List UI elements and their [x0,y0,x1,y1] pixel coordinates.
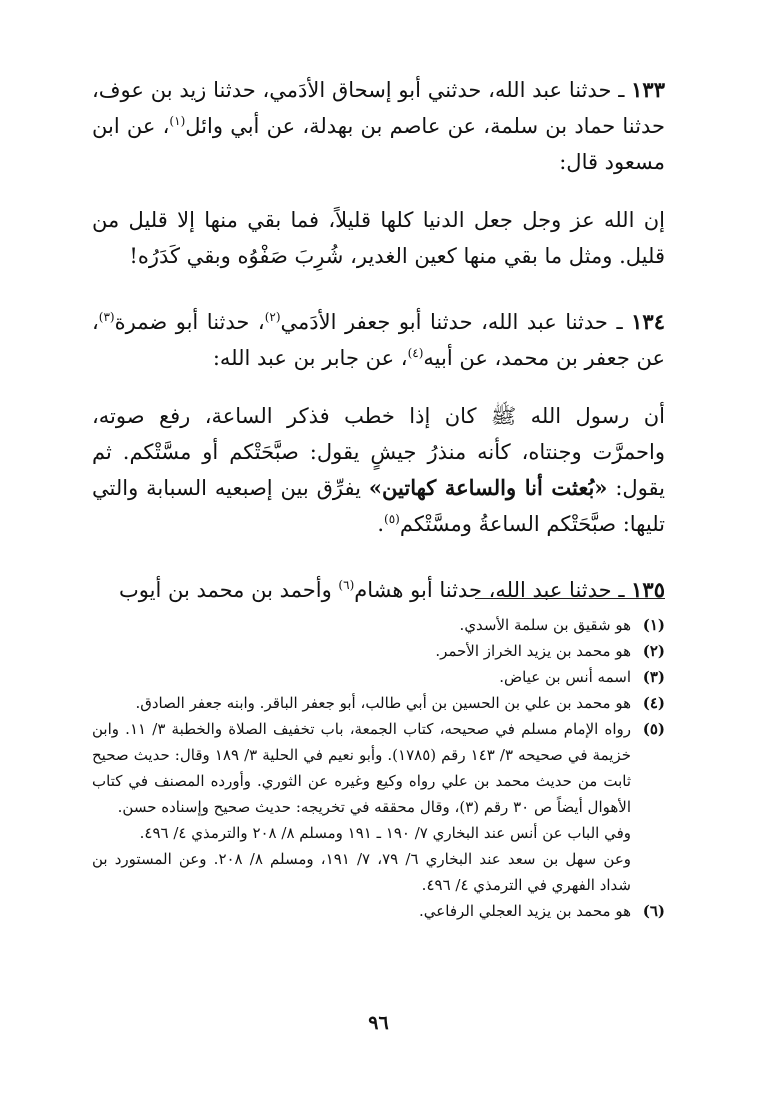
matn-text: أن رسول الله ﷺ كان إذا خطب فذكر الساعة، رفع صوته، واحمرَّت وجنتاه، كأنه منذرُ جيشٍ يقول: صبَّحَتْكم أو مسَّتْكم. ثم يقول: [92,404,666,500]
hadith-number: ١٣٤ [631,309,665,334]
isnad-text: وأحمد بن محمد بن أيوب [118,578,339,602]
footnote-mark: (٢) [642,642,665,660]
footnote-6 [92,898,665,924]
page-number: ٩٦ [368,1012,389,1034]
hadith-number: ١٣٥ [631,577,665,602]
hadith-135 [92,572,665,608]
footnote-text: اسمه أنس بن عياض. [499,668,631,686]
isnad-text: ، عن جعفر بن محمد، عن أبيه [92,310,665,370]
footnote-2 [92,638,665,664]
matn-text: . [377,512,385,536]
footnote-ref: (٥) [384,512,400,526]
footnote-text: هو شقيق بن سلمة الأسدي. [459,616,631,634]
matn-quote: «بُعثت أنا والساعة كهاتين» [368,475,608,500]
footnote-5-continued [92,846,665,898]
footnote-ref: (٤) [407,346,424,360]
footnote-mark: (٣) [642,668,665,686]
footnote-ref: (٦) [338,578,355,592]
footnote-text: هو محمد بن يزيد الخراز الأحمر. [435,642,631,660]
footnote-mark: (٦) [642,902,665,920]
footnote-text: وفي الباب عن أنس عند البخاري ٧/ ١٩٠ ـ ١٩١ ومسلم ٨/ ٢٠٨ والترمذي ٤/ ٤٩٦. [139,824,631,842]
hadith-133-matn: إن الله عز وجل جعل الدنيا كلها قليلاً، فما بقي منها إلا قليل من قليل. ومثل ما بقي منها كعين الغدير، شُرِبَ صَفْوُه وبقي كَدَرُه! [92,208,665,268]
footnote-5 [92,716,665,820]
footnote-divider [475,598,665,599]
footnote-mark: (١) [642,616,665,634]
footnotes [92,612,665,924]
footnote-text: وعن سهل بن سعد عند البخاري ٦/ ٧٩، ٧/ ١٩١، ومسلم ٨/ ٢٠٨. وعن المستورد بن شداد الفهري في الترمذي ٤/ ٤٩٦. [92,850,632,894]
footnote-4 [92,690,665,716]
footnote-ref: (١) [169,114,186,128]
footnote-3 [92,664,665,690]
isnad-text: ـ حدثنا عبد الله، حدثني أبو إسحاق الأدَمي، حدثنا زيد بن عوف، حدثنا حماد بن سلمة، عن عاصم بن بهدلة، عن أبي وائل [92,78,665,138]
hadith-134 [92,304,665,376]
hadith-134-matn [92,398,665,542]
main-text [92,72,665,608]
footnote-mark [631,846,665,898]
isnad-text: ـ حدثنا عبد الله، حدثنا أبو جعفر الأدَمي [280,310,632,334]
footnote-mark: (٤) [642,694,665,712]
matn-text: يفرِّق بين إصبعيه السبابة والتي تليها: صبَّحَتْكم الساعةُ ومسَّتْكم [92,476,665,536]
footnote-ref: (٣) [98,310,115,324]
isnad-text: ، عن جابر بن عبد الله: [212,346,408,370]
footnote-mark: (٥) [642,720,665,738]
footnote-1 [92,612,665,638]
footnote-text: هو محمد بن علي بن الحسين بن أبي طالب، أبو جعفر الباقر. وابنه جعفر الصادق. [135,694,631,712]
isnad-text: ـ حدثنا عبد الله، حدثنا أبو هشام [354,578,632,602]
footnote-ref: (٢) [264,310,281,324]
hadith-number: ١٣٣ [631,77,665,102]
footnote-text: هو محمد بن يزيد العجلي الرفاعي. [419,902,631,920]
footnote-mark [631,820,665,846]
isnad-text: ، حدثنا أبو ضمرة [114,310,265,334]
footnote-text: رواه الإمام مسلم في صحيحه، كتاب الجمعة، باب تخفيف الصلاة والخطبة ٣/ ١١. وابن خزيمة في صحيحه ٣/ ١٤٣ رقم (١٧٨٥). وأبو نعيم في الحلية ٣/ ١٨٩ وقال: حديث صحيح ثابت من حديث محمد بن علي رواه وكيع وغيره عن الثوري. وأورده المصنف في كتاب الأهوال أيضاً ص ٣٠ رقم (٣)، وقال محققه في تخريجه: حديث صحيح وإسناده حسن. [92,720,631,816]
hadith-133 [92,72,665,180]
footnote-5-continued [92,820,665,846]
isnad-text: ، عن ابن مسعود قال: [92,114,665,174]
